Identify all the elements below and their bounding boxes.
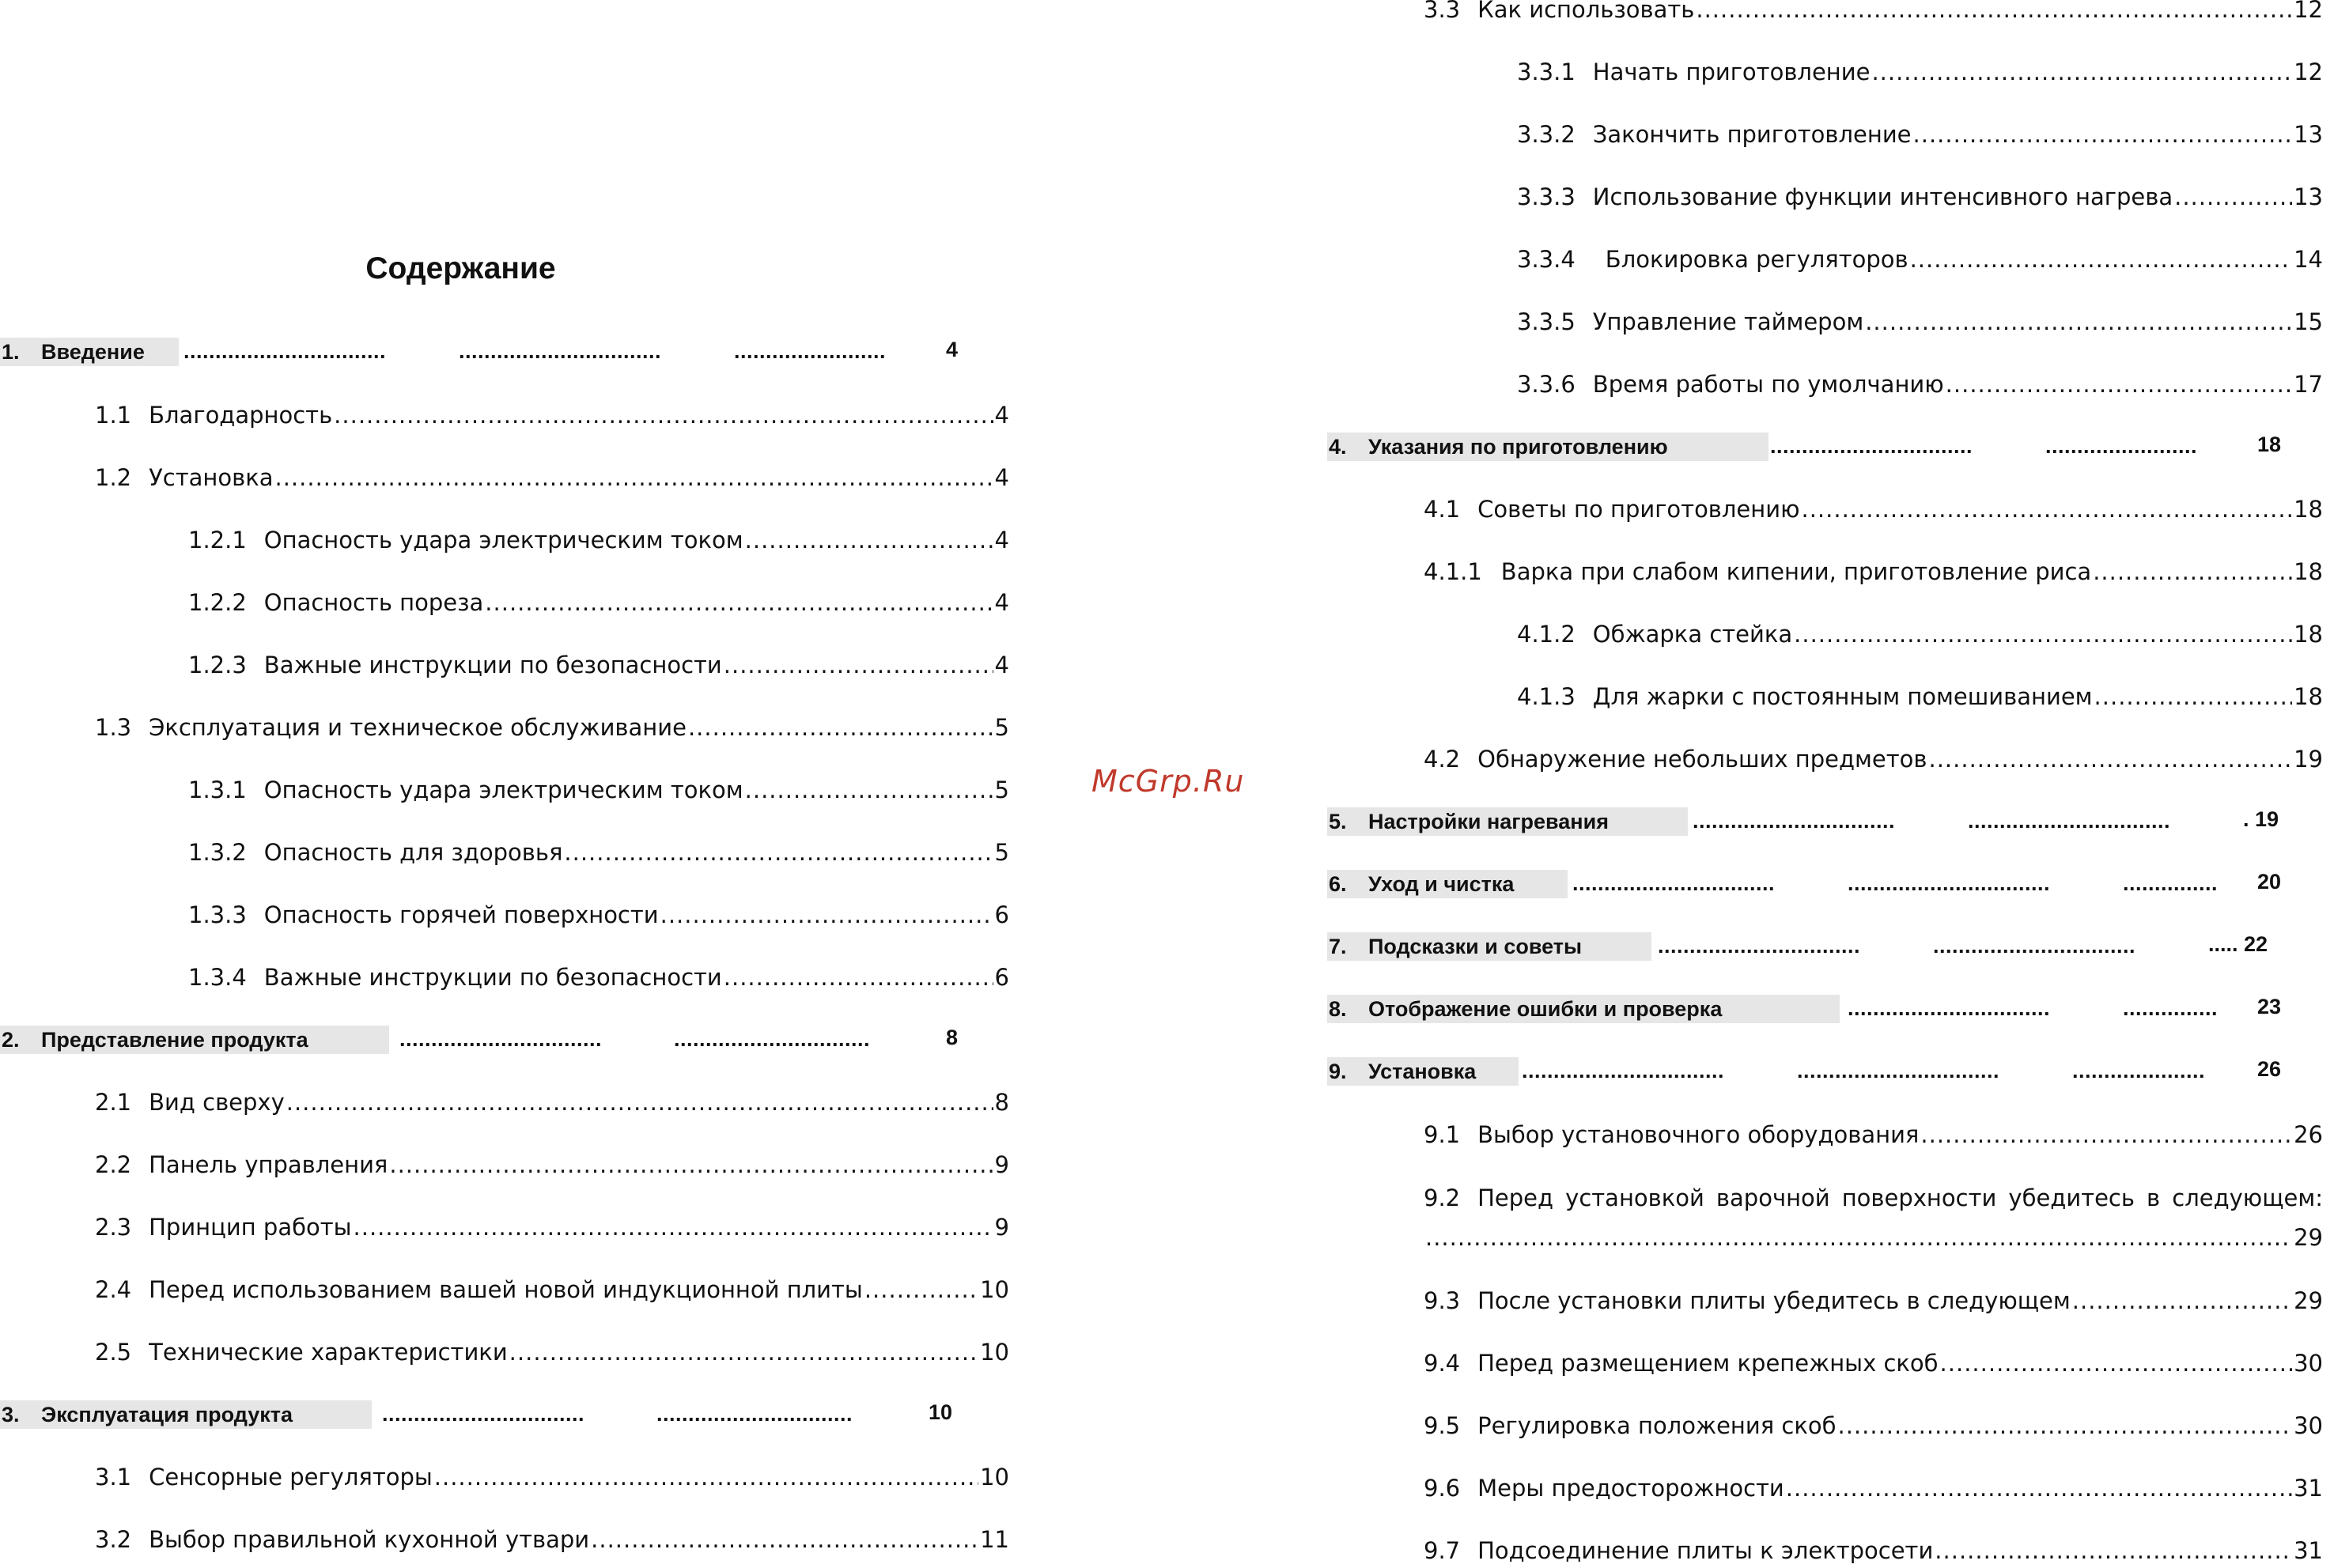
dot-leader [334, 398, 993, 433]
toc-entry-9-3[interactable]: 9.3 После установки плиты убедитесь в следующем ..... 29 [1424, 1283, 2323, 1318]
chapter-title: Установка [1368, 1059, 1477, 1083]
dot-leader [1865, 304, 2292, 339]
dot-leader: ................................ [1848, 871, 2051, 895]
chapter-page: 26 [2257, 1057, 2282, 1081]
dot-leader [724, 648, 993, 682]
dot-leader: ................................ [459, 339, 662, 363]
dot-leader [1940, 1346, 2293, 1381]
chapter-page: 23 [2257, 995, 2282, 1018]
toc-entry-3-3-1[interactable]: 3.3.1 Начать приготовление ..... 12 [1517, 55, 2323, 89]
chapter-title: Уход и чистка [1368, 871, 1515, 896]
chapter-title: Настройки нагревания [1368, 809, 1609, 833]
dot-leader [1786, 1471, 2292, 1506]
dot-leader [1929, 742, 2293, 776]
toc-entry-9-2[interactable]: 9.2 Перед установкой варочной поверхности убедитесь в следующем: ..... 29 [1424, 1178, 2323, 1257]
dot-leader: ............... [2123, 871, 2219, 895]
dot-leader [1838, 1408, 2293, 1443]
dot-leader [1425, 1218, 2292, 1257]
toc-entry-2-4[interactable]: 2.4 Перед использованием вашей новой индукционной плиты ..... 10 [95, 1272, 1009, 1307]
toc-entry-3-3-5[interactable]: 3.3.5 Управление таймером ..... 15 [1517, 304, 2323, 339]
toc-chapter-9[interactable] [1327, 1057, 2334, 1087]
toc-entry-3-3-6[interactable]: 3.3.6 Время работы по умолчанию ..... 17 [1517, 367, 2323, 402]
dot-leader [864, 1272, 978, 1307]
dot-leader [2093, 554, 2292, 589]
dot-leader [286, 1085, 993, 1120]
chapter-page: . 19 [2243, 807, 2279, 831]
toc-entry-1-2-2[interactable]: 1.2.2 Опасность пореза ..... 4 [188, 585, 1009, 620]
chapter-title: Введение [41, 339, 145, 364]
toc-entry-3-3-4[interactable]: 3.3.4 Блокировка регуляторов ..... 14 [1517, 242, 2323, 277]
toc-entry-9-1[interactable]: 9.1 Выбор установочного оборудования ..... 26 [1424, 1117, 2323, 1152]
toc-entry-1-3-2[interactable]: 1.3.2 Опасность для здоровья ..... 5 [188, 835, 1009, 870]
toc-entry-4-1-1[interactable]: 4.1.1 Варка при слабом кипении, приготовление риса ..... 18 [1424, 554, 2323, 589]
dot-leader: ................................ [1770, 434, 1973, 458]
dot-leader: ................................ [1572, 871, 1776, 895]
dot-leader: ................................ [1797, 1059, 2000, 1082]
toc-entry-1-3-4[interactable]: 1.3.4 Важные инструкции по безопасности ..... 6 [188, 960, 1009, 995]
dot-leader [275, 460, 993, 495]
chapter-number: 4. [1329, 434, 1347, 459]
chapter-number: 2. [2, 1027, 20, 1052]
dot-leader: ................................ [382, 1402, 585, 1426]
toc-entry-3-1[interactable]: 3.1 Сенсорные регуляторы ..... 10 [95, 1460, 1009, 1494]
toc-entry-1-3-3[interactable]: 1.3.3 Опасность горячей поверхности ..... 6 [188, 897, 1009, 932]
toc-entry-3-2[interactable]: 3.2 Выбор правильной кухонной утвари ..... 11 [95, 1522, 1009, 1557]
dot-leader [2072, 1283, 2292, 1318]
toc-entry-9-6[interactable]: 9.6 Меры предосторожности ..... 31 [1424, 1471, 2323, 1506]
toc-entry-4-1-2[interactable]: 4.1.2 Обжарка стейка ..... 18 [1517, 617, 2323, 652]
toc-entry-2-2[interactable]: 2.2 Панель управления ..... 9 [95, 1147, 1009, 1182]
dot-leader: ................................ [183, 339, 387, 363]
toc-chapter-1[interactable] [0, 338, 1020, 368]
chapter-number: 6. [1329, 871, 1347, 896]
dot-leader: ........................ [734, 339, 887, 363]
chapter-page: 18 [2257, 433, 2282, 456]
dot-leader [389, 1147, 993, 1182]
dot-leader [1794, 617, 2292, 652]
toc-entry-4-1[interactable]: 4.1 Советы по приготовлению ..... 18 [1424, 492, 2323, 527]
toc-entry-9-4[interactable]: 9.4 Перед размещением крепежных скоб ..... 30 [1424, 1346, 2323, 1381]
dot-leader [1913, 117, 2293, 152]
toc-chapter-6[interactable] [1327, 870, 2334, 900]
dot-leader: ..................... [2072, 1059, 2206, 1082]
dot-leader [509, 1335, 978, 1370]
dot-leader [591, 1522, 978, 1557]
dot-leader: ................................ [1968, 809, 2171, 833]
toc-chapter-4[interactable] [1327, 433, 2334, 463]
dot-leader [1910, 242, 2293, 277]
chapter-number: 7. [1329, 934, 1347, 958]
chapter-number: 3. [2, 1402, 20, 1426]
dot-leader [1920, 1117, 2292, 1152]
dot-leader [1946, 367, 2292, 402]
chapter-page: ..... 22 [2208, 932, 2268, 956]
chapter-number: 9. [1329, 1059, 1347, 1083]
chapter-title: Подсказки и советы [1368, 934, 1583, 958]
dot-leader: ................................ [1658, 934, 1861, 958]
toc-entry-9-5[interactable]: 9.5 Регулировка положения скоб ..... 30 [1424, 1408, 2323, 1443]
dot-leader [2174, 179, 2292, 214]
toc-chapter-3[interactable] [0, 1400, 1020, 1430]
toc-entry-2-5[interactable]: 2.5 Технические характеристики ..... 10 [95, 1335, 1009, 1370]
toc-entry-2-1[interactable]: 2.1 Вид сверху ..... 8 [95, 1085, 1009, 1120]
chapter-title: Представление продукта [41, 1027, 308, 1052]
dot-leader: ............................... [674, 1027, 871, 1051]
toc-chapter-5[interactable] [1327, 807, 2334, 837]
toc-chapter-8[interactable] [1327, 995, 2334, 1025]
toc-entry-1-2[interactable]: 1.2 Установка ..... 4 [95, 460, 1009, 495]
dot-leader [745, 523, 993, 557]
toc-chapter-7[interactable] [1327, 932, 2334, 962]
dot-leader [1871, 55, 2292, 89]
dot-leader: ........................ [2045, 434, 2198, 458]
toc-entry-1-3-1[interactable]: 1.3.1 Опасность удара электрическим током ..... 5 [188, 773, 1009, 807]
dot-leader [485, 585, 993, 620]
dot-leader [354, 1210, 993, 1245]
toc-entry-9-7[interactable]: 9.7 Подсоединение плиты к электросети ..... 31 [1424, 1533, 2323, 1568]
dot-leader [2094, 679, 2293, 714]
page-title: Содержание [365, 251, 556, 285]
dot-leader: ................................ [399, 1027, 603, 1051]
dot-leader [688, 710, 993, 745]
dot-leader: ................................ [1693, 809, 1896, 833]
toc-chapter-2[interactable] [0, 1026, 1020, 1056]
toc-entry-3-3-2[interactable]: 3.3.2 Закончить приготовление ..... 13 [1517, 117, 2323, 152]
dot-leader: ............... [2123, 996, 2219, 1020]
dot-leader: ................................ [1522, 1059, 1725, 1082]
chapter-title: Отображение ошибки и проверка [1368, 996, 1723, 1021]
chapter-title: Эксплуатация продукта [41, 1402, 293, 1426]
dot-leader [660, 897, 993, 932]
toc-entry-3-3-3[interactable]: 3.3.3 Использование функции интенсивного нагрева ..... 13 [1517, 179, 2323, 214]
toc-entry-2-3[interactable]: 2.3 Принцип работы ..... 9 [95, 1210, 1009, 1245]
chapter-page: 20 [2257, 870, 2282, 894]
dot-leader [1935, 1533, 2292, 1568]
chapter-page: 8 [946, 1026, 959, 1049]
chapter-page: 4 [946, 338, 959, 361]
chapter-number: 8. [1329, 996, 1347, 1021]
dot-leader [1802, 492, 2293, 527]
chapter-title: Указания по приготовлению [1368, 434, 1668, 459]
dot-leader [745, 773, 993, 807]
watermark-text: McGrp.Ru [1091, 764, 1245, 799]
chapter-number: 5. [1329, 809, 1347, 833]
chapter-page: 10 [929, 1400, 953, 1424]
dot-leader [724, 960, 993, 995]
dot-leader: ............................... [656, 1402, 853, 1426]
chapter-number: 1. [2, 339, 20, 364]
dot-leader: ................................ [1848, 996, 2051, 1020]
toc-entry-1-2-3[interactable]: 1.2.3 Важные инструкции по безопасности ..... 4 [188, 648, 1009, 682]
toc-entry-4-2[interactable]: 4.2 Обнаружение небольших предметов ..... 19 [1424, 742, 2323, 776]
dot-leader [564, 835, 993, 870]
toc-entry-1-3[interactable]: 1.3 Эксплуатация и техническое обслуживание ..... 5 [95, 710, 1009, 745]
toc-entry-3-3[interactable]: 3.3 Как использовать ..... 12 [1424, 0, 2323, 27]
toc-entry-4-1-3[interactable]: 4.1.3 Для жарки с постоянным помешиванием ..... 18 [1517, 679, 2323, 714]
dot-leader [1696, 0, 2292, 27]
toc-entry-1-1[interactable]: 1.1 Благодарность ..... 4 [95, 398, 1009, 433]
dot-leader [434, 1460, 978, 1494]
toc-entry-1-2-1[interactable]: 1.2.1 Опасность удара электрическим током ..... 4 [188, 523, 1009, 557]
dot-leader: ................................ [1933, 934, 2136, 958]
